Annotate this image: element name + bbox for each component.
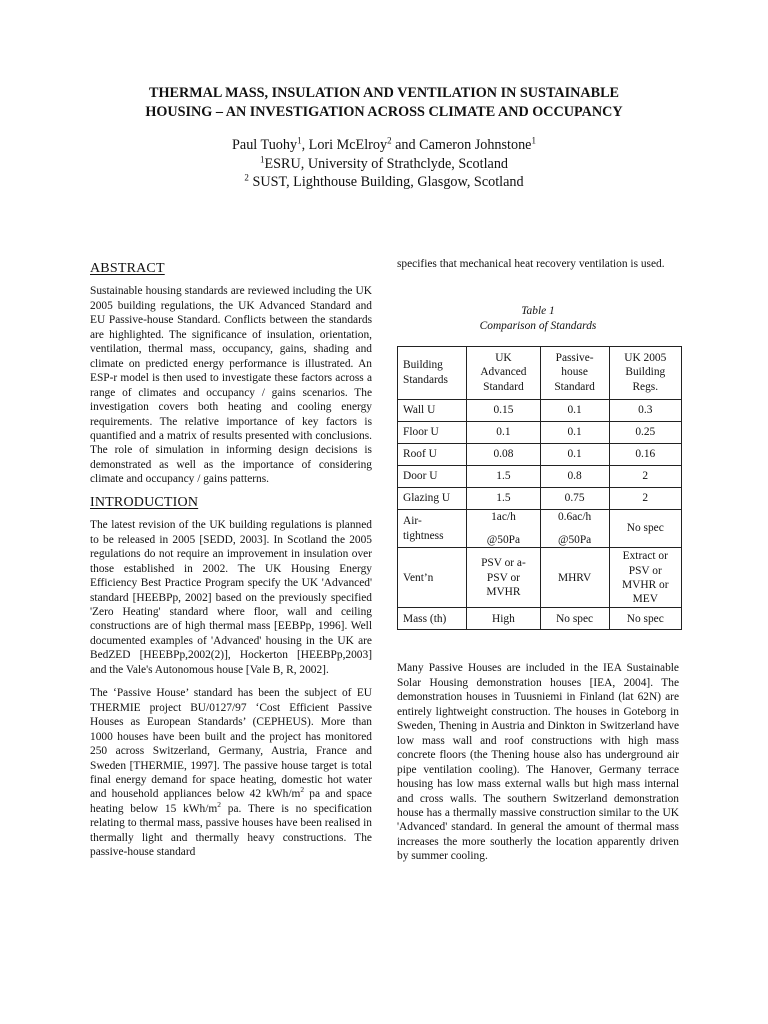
cell-line: Floor U: [403, 425, 439, 438]
paragraph-text: pa and space heating below 15 kWh/m: [90, 788, 372, 815]
table-cell: [467, 509, 540, 548]
standards-comparison-table: [397, 346, 682, 631]
table-cell: [609, 465, 681, 487]
cell-line: 0.3: [638, 403, 653, 416]
cell-line: 0.1: [496, 425, 511, 438]
cell-line: tightness: [403, 529, 444, 542]
right-column: [397, 257, 679, 873]
table-row-label: [398, 548, 467, 608]
table-cell: [609, 421, 681, 443]
cell-line: No spec: [626, 522, 664, 535]
table-cell: [467, 548, 540, 608]
cell-line: 0.6ac/h: [557, 510, 592, 523]
affiliation-text: ESRU, University of Strathclyde, Scotland: [264, 155, 509, 172]
cell-line: Passive-: [555, 352, 594, 365]
table-caption: [397, 304, 679, 333]
cell-line: @50Pa: [557, 534, 592, 547]
table-row: [398, 548, 682, 608]
cell-line: Extract or: [622, 550, 668, 563]
cell-line: MEV: [632, 593, 658, 606]
author-separator: ,: [301, 137, 309, 153]
author-name: Paul Tuohy: [232, 137, 298, 153]
left-column: [90, 262, 372, 869]
table-cell: [609, 548, 681, 608]
passive-houses-paragraph: Many Passive Houses are included in the IEA Sustainable Solar Housing demonstration houses [IEA, 2004]. The demonstration houses in Tuusniemi in Finland (lat 62N) are entirely lightweight construction. The houses in Goteborg in Sweden, Thening in Austria and Dinkton in Switzerland have low mass wall and roof constructions with high mass concrete floors (the Thening house also has underground air pipe ventilation cooling). The Hanover, Germany terrace housing has low mass external walls but high mass internal and cross walls. The southern Switzerland demonstration house has a thermally massive construction similar to the UK 'Advanced' standard. In general the amount of thermal mass increases the more southerly the location apparently driven by summer cooling.: [397, 662, 679, 863]
table-row: [398, 421, 682, 443]
table-row-label: [398, 487, 467, 509]
affiliation-mark: 1: [259, 153, 265, 164]
table-cell: [609, 487, 681, 509]
cell-line: PSV or: [486, 571, 520, 584]
table-cell: [540, 421, 609, 443]
introduction-heading: INTRODUCTION: [90, 494, 199, 510]
cell-line: 1ac/h: [491, 510, 516, 523]
title-line-2: HOUSING – AN INVESTIGATION ACROSS CLIMATE AND OCCUPANCY: [145, 104, 623, 120]
cell-line: Building: [625, 366, 666, 379]
table-header-cell: [467, 346, 540, 399]
cell-line: Wall U: [403, 403, 436, 416]
table-cell: [540, 608, 609, 630]
cell-line: @50Pa: [486, 534, 521, 547]
cell-line: house: [561, 366, 588, 379]
cell-line: UK: [495, 352, 512, 365]
cell-line: 0.75: [564, 491, 585, 504]
table-row-label: [398, 443, 467, 465]
cell-line: 0.16: [635, 447, 656, 460]
table-cell: [540, 465, 609, 487]
cell-line: 1.5: [496, 491, 511, 504]
table-cell: [467, 465, 540, 487]
author-name: Lori McElroy: [308, 137, 388, 153]
superscript: 2: [300, 785, 305, 795]
cell-line: 0.8: [567, 469, 582, 482]
affiliation: [60, 155, 708, 174]
table-header-row: [398, 346, 682, 399]
table-cell: [609, 509, 681, 548]
author-affiliation-mark: 1: [297, 135, 302, 146]
continuation-text: specifies that mechanical heat recovery ventilation is used.: [397, 258, 665, 270]
cell-line: 0.08: [493, 447, 514, 460]
cell-line: Regs.: [632, 380, 659, 393]
author-affiliation-mark: 1: [531, 135, 536, 146]
cell-line: Roof U: [403, 447, 437, 460]
cell-line: 0.1: [567, 447, 582, 460]
cell-line: High: [492, 612, 515, 625]
superscript: 2: [217, 800, 221, 810]
cell-line: 1.5: [496, 469, 511, 482]
cell-line: 0.15: [493, 403, 514, 416]
title-line-1: THERMAL MASS, INSULATION AND VENTILATION IN SUSTAINABLE: [149, 85, 619, 101]
table-cell: [540, 443, 609, 465]
table-row-label: [398, 465, 467, 487]
table-cell: [467, 399, 540, 421]
author-list: [60, 136, 708, 155]
affiliation-mark: 2: [244, 172, 249, 183]
table-title: Comparison of Standards: [479, 320, 597, 333]
table-cell: [609, 399, 681, 421]
cell-line: Building: [403, 359, 443, 372]
cell-line: No spec: [626, 612, 664, 625]
cell-line: 2: [642, 469, 649, 482]
paragraph-text: pa. There is no specification relating to thermal mass, passive houses have been realised in thermally light and thermally heavy constructions. The passive-house standard: [90, 802, 372, 859]
abstract-heading: ABSTRACT: [90, 261, 165, 276]
cell-line: Advanced: [480, 366, 527, 379]
introduction-paragraph-1: The latest revision of the UK building regulations is planned to be released in 2005 [SEDD, 2003]. In Scotland the 2005 regulations do not require an improvement in insulation over those established in 2002. The UK Housing Energy Efficiency Best Practice Program specify the UK 'Advanced' standard [HEEBPp, 2002] based on the previously specified 'Zero Heating' standard where floor, wall and ceiling constructions are of high thermal mass [EEBPp, 1996]. Well documented examples of 'Advanced' housing in the UK are BedZED [HEEBPp,2002(2)], Hockerton [HEEBPp,2003] and the Vale's Autonomous house [Vale B, R, 2002].: [90, 519, 372, 676]
table-cell: [540, 509, 609, 548]
affiliation-text: SUST, Lighthouse Building, Glasgow, Scotland: [248, 174, 524, 190]
cell-line: MHRV: [557, 571, 592, 584]
table-row: [398, 465, 682, 487]
cell-line: UK 2005: [624, 352, 667, 365]
cell-line: Standard: [483, 380, 524, 393]
cell-line: Door U: [403, 469, 438, 482]
paragraph-text: The ‘Passive House’ standard has been the subject of EU THERMIE project BU/0127/97 ‘Cost Efficient Passive Houses as European Standards’ (CEPHEUS). More than 1000 houses have been built and the project has monitored 250 across Switzerland, Germany, Austria, France and Sweden [THERMIE, 1997]. The passive house target is total final energy demand for space heating, domestic hot water and household appliances below 42 kWh/m: [90, 687, 372, 801]
table-row: [398, 487, 682, 509]
table-label: Table 1: [521, 305, 555, 318]
table-header-cell: [540, 346, 609, 399]
table-cell: [609, 608, 681, 630]
table-header-cell: [609, 346, 681, 399]
cell-line: 0.25: [635, 425, 656, 438]
author-name: Cameron Johnstone: [419, 137, 532, 153]
cell-line: 2: [642, 491, 649, 504]
paper-title: [60, 84, 708, 122]
abstract-text: Sustainable housing standards are reviewed including the UK 2005 building regulations, the UK Advanced Standard and EU Passive-house Standard. Conflicts between the standards are highlighted. The significance of insulation, orientation, ventilation, thermal mass, occupancy, gains, shading and climate on predicted energy performance is illustrated. An ESP-r model is then used to investigate these factors across a range of climates and occupancy / gains scenarios. The investigation covers both heating and cooling energy requirements. The relative importance of key factors is quantified and a matrix of results presented with conclusions. The role of simulation in informing design decisions is demonstrated as well as the importance of considering climate and occupancy / gains patterns.: [90, 285, 372, 486]
table-row-label: [398, 509, 467, 548]
table-cell: [467, 443, 540, 465]
table-row-label: [398, 399, 467, 421]
cell-line: PSV or: [628, 564, 662, 577]
cell-line: 0.1: [567, 403, 582, 416]
table-cell: [467, 487, 540, 509]
cell-line: Air-: [403, 515, 422, 528]
cell-line: No spec: [556, 612, 594, 625]
cell-line: Standards: [403, 373, 448, 386]
table-row: [398, 608, 682, 630]
table-cell: [467, 421, 540, 443]
table-row: [398, 399, 682, 421]
introduction-paragraph-2: [90, 686, 372, 859]
table-row: [398, 509, 682, 548]
affiliation: [60, 173, 708, 192]
table-cell: [540, 399, 609, 421]
cell-line: Glazing U: [403, 491, 451, 504]
cell-line: PSV or a-: [481, 557, 526, 570]
table-row-label: [398, 421, 467, 443]
author-block: [60, 136, 708, 192]
cell-line: Mass (th): [403, 612, 447, 625]
table-cell: [540, 548, 609, 608]
author-affiliation-mark: 2: [387, 135, 392, 146]
cell-line: Standard: [554, 380, 595, 393]
cell-line: MVHR: [486, 586, 521, 599]
cell-line: 0.1: [567, 425, 582, 438]
cell-line: Vent’n: [403, 571, 434, 584]
table-cell: [540, 487, 609, 509]
table-header-cell: [398, 346, 467, 399]
table-row-label: [398, 608, 467, 630]
table-cell: [609, 443, 681, 465]
table-cell: [467, 608, 540, 630]
table-row: [398, 443, 682, 465]
cell-line: MVHR or: [622, 578, 669, 591]
author-separator: and: [391, 137, 420, 153]
